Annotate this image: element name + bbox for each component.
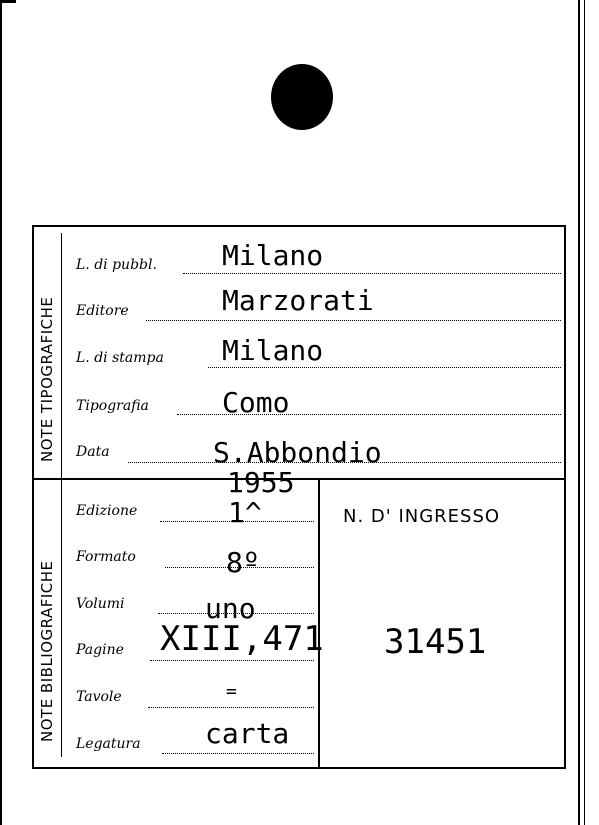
field-value: = [226, 681, 237, 702]
field-label: Formato [76, 549, 136, 565]
field-value: S.Abbondio [213, 436, 382, 469]
ingresso-number: 31451 [384, 622, 487, 662]
data-year: 1955 [227, 466, 295, 499]
field-label: Edizione [76, 503, 138, 519]
field-label: L. di stampa [76, 350, 164, 366]
card-edge-top [0, 0, 16, 3]
section-label-tipografiche: NOTE TIPOGRAFICHE [38, 296, 56, 462]
card-edge-right [578, 0, 580, 825]
ingresso-title: N. D' INGRESSO [343, 506, 501, 527]
field-value: XIII,471 [160, 619, 324, 659]
field-dots [150, 660, 314, 661]
field-value: 8º [226, 546, 260, 579]
field-label: Tipografia [76, 398, 149, 414]
field-dots [208, 367, 561, 368]
field-label: L. di pubbl. [76, 257, 157, 273]
side-label-divider [61, 233, 62, 757]
field-label: Legatura [76, 736, 141, 752]
section-divider [34, 478, 564, 480]
field-dots [146, 320, 561, 321]
field-dots [183, 273, 561, 274]
section-label-bibliografiche: NOTE BIBLIOGRAFICHE [38, 560, 56, 742]
card-edge-right-secondary [584, 0, 585, 825]
field-dots [148, 707, 314, 708]
field-value: Milano [222, 239, 324, 272]
field-value: 1^ [228, 496, 262, 529]
field-label: Data [76, 444, 110, 460]
field-value: uno [205, 592, 256, 625]
field-value: carta [205, 717, 290, 750]
field-label: Volumi [76, 596, 125, 612]
field-label: Editore [76, 303, 129, 319]
field-label: Pagine [76, 642, 124, 658]
card-edge-left [0, 0, 2, 825]
field-label: Tavole [76, 689, 122, 705]
field-dots [162, 753, 314, 754]
field-value: Milano [222, 334, 324, 367]
field-value: Marzorati [222, 284, 374, 317]
field-value: Como [222, 386, 290, 419]
punch-hole [271, 64, 333, 130]
